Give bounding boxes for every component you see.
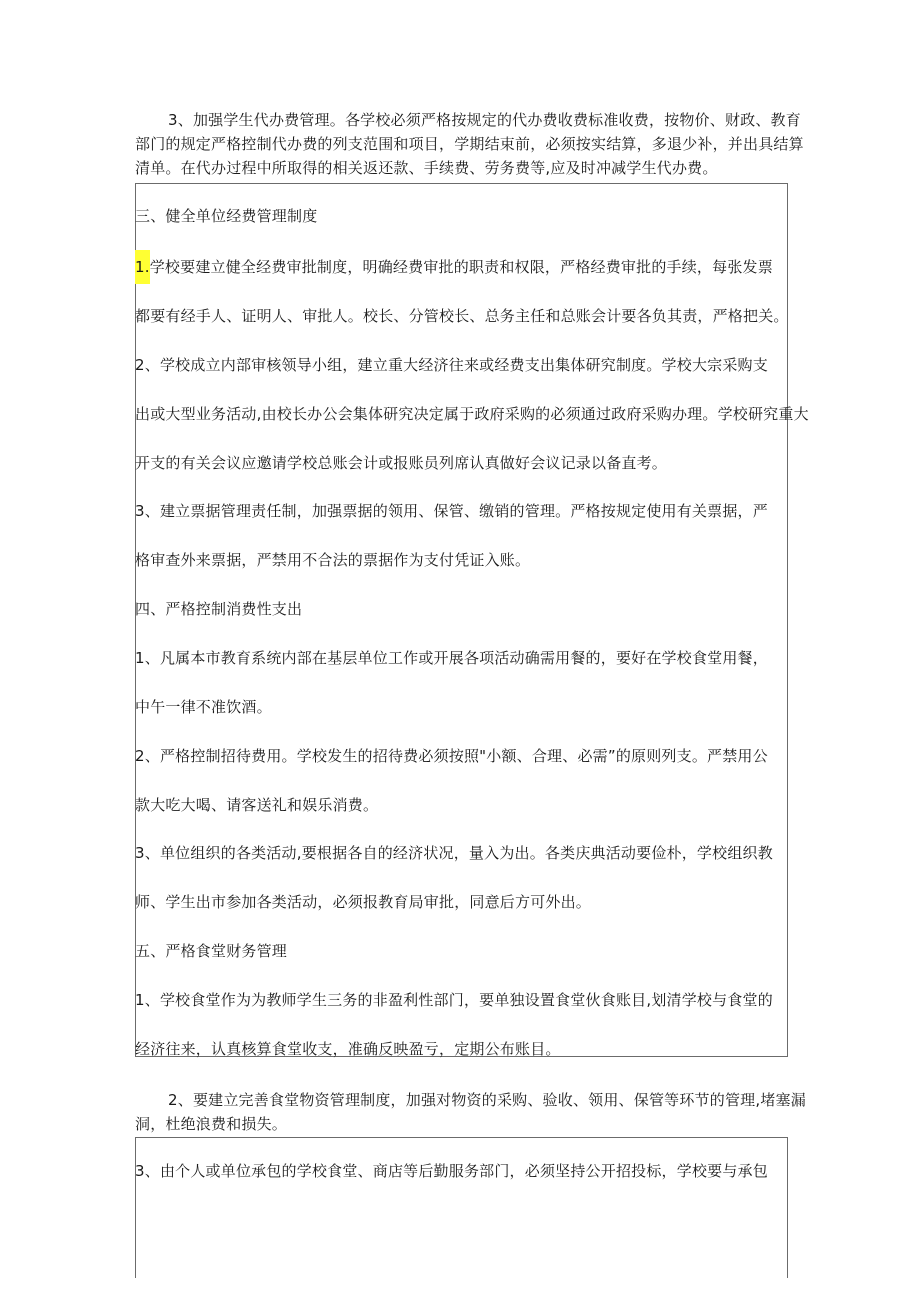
text-line: 款大吃大喝、请客送礼和娱乐消费。 [135,796,379,814]
table-box-continued [135,1137,788,1278]
text-line [135,256,786,277]
text-line: 2、严格控制招待费用。学校发生的招待费必须按照"小额、合理、必需”的原则列支。严禁用公 [135,747,768,765]
text-line: 3、单位组织的各类活动,要根据各自的经济状况，量入为出。各类庆典活动要俭朴，学校组织教 [135,844,773,862]
text-line: 1、学校食堂作为为教师学生三务的非盈利性部门，要单独设置食堂伙食账目,划清学校与食堂的 [135,991,773,1009]
section-heading: 五、严格食堂财务管理 [135,942,288,960]
section-heading: 四、严格控制消费性支出 [135,600,303,618]
text-line: 开支的有关会议应邀请学校总账会计或报账员列席认真做好会议记录以备直考。 [135,454,668,472]
section-heading: 三、健全单位经费管理制度 [135,207,318,225]
text-line: 洞，杜绝浪费和损失。 [135,1115,288,1133]
highlight-marker: 1. [135,250,150,284]
text-line: 3、由个人或单位承包的学校食堂、商店等后勤服务部门，必须坚持公开招投标，学校要与承包 [135,1162,768,1180]
text-line: 2、学校成立内部审核领导小组，建立重大经济往来或经费支出集体研究制度。学校大宗采购支 [135,356,768,374]
text-line-rest: 学校要建立健全经费审批制度，明确经费审批的职责和权限，严格经费审批的手续，每张发票 [149,258,773,276]
outro-paragraph [135,1088,806,1136]
text-line: 清单。在代办过程中所取得的相关返还款、手续费、劳务费等,应及时冲减学生代办费。 [135,159,718,177]
intro-paragraph [135,108,804,180]
text-line: 出或大型业务活动,由校长办公会集体研究决定属于政府采购的必须通过政府采购办理。学校研究重大 [135,405,809,423]
text-line: 部门的规定严格控制代办费的列支范围和项目，学期结束前，必须按实结算，多退少补，并出具结算 [135,135,804,153]
text-line: 中午一律不准饮酒。 [135,698,272,716]
text-line: 3、建立票据管理责任制，加强票据的领用、保管、缴销的管理。严格按规定使用有关票据，严 [135,502,768,520]
text-line: 2、要建立完善食堂物资管理制度，加强对物资的采购、验收、领用、保管等环节的管理,堵塞漏 [168,1091,806,1109]
text-line: 3、加强学生代办费管理。各学校必须严格按规定的代办费收费标准收费，按物价、财政、教育 [168,111,801,129]
text-line: 1、凡属本市教育系统内部在基层单位工作或开展各项活动确需用餐的，要好在学校食堂用餐， [135,649,768,667]
text-line: 格审查外来票据，严禁用不合法的票据作为支付凭证入账。 [135,551,531,569]
text-line: 经济往来，认真核算食堂收支，准确反映盈亏，定期公布账目。 [135,1040,561,1058]
text-line: 师、学生出市参加各类活动，必须报教育局审批，同意后方可外出。 [135,893,592,911]
text-line: 都要有经手人、证明人、审批人。校长、分管校长、总务主任和总账会计要各负其责，严格把关。 [135,307,789,325]
